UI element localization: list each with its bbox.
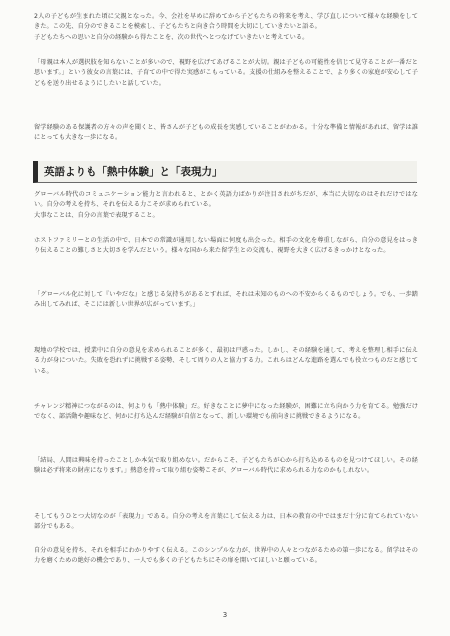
- paragraph-9: 「結局、人間は興味を持ったことしか本気で取り組めない。だからこそ、子どもたちが心から打ち込めるものを見つけてほしい。その経験は必ず将来の財産になります。」熱意を持って取り組む姿勢こそが、グローバル時代に求められる力なのかもしれない。: [34, 457, 418, 475]
- paragraph-8: チャレンジ精神につながるのは、何よりも「熱中体験」だ。好きなことに夢中になった経験が、困難に立ち向かう力を育てる。勉強だけでなく、部活動や趣味など、何かに打ち込んだ経験が自信となって、新しい環境でも前向きに挑戦できるようになる。: [34, 403, 418, 421]
- paragraph-2: 「母親は本人が選択肢を知らないことが多いので、視野を広げてあげることが大切。親は子どもの可能性を信じて見守ることが一番だと思います。」という彼女の言葉には、子育ての中で得た実感がこもっている。支援の仕組みを整えることで、より多くの家庭が安心して子どもを送り出せるようにしたいと話していた。: [34, 59, 418, 87]
- paragraph-3: 留学経験のある保護者の方々の声を聞くと、皆さんが子どもの成長を実感していることがわかる。十分な準備と情報があれば、留学は誰にとっても大きな一歩になる。: [34, 124, 418, 142]
- paragraph-11: 自分の意見を持ち、それを相手にわかりやすく伝える。このシンプルな力が、世界中の人々とつながるための第一歩になる。留学はその力を磨くための絶好の機会であり、一人でも多くの子どもたちにその扉を開いてほしいと願っている。: [34, 547, 418, 565]
- paragraph-10: そしてもうひとつ大切なのが「表現力」である。自分の考えを言葉にして伝える力は、日本の教育の中ではまだ十分に育てられていない部分でもある。: [34, 513, 418, 531]
- paragraph-4: グローバル時代のコミュニケーション能力と言われると、とかく英語力ばかりが注目されがちだが、本当に大切なのはそれだけではない。自分の考えを持ち、それを伝える力こそが求められている。 大事なことは、自分の言葉で表現すること。: [34, 191, 418, 219]
- paragraph-7: 現地の学校では、授業中に自分の意見を求められることが多く、最初は戸惑った。しかし、その経験を通して、考えを整理し相手に伝える力が身についた。失敗を恐れずに挑戦する姿勢、そして周りの人と協力する力。これらはどんな進路を選んでも役立つものだと感じている。: [34, 347, 418, 375]
- paragraph-6: 「グローバル化に対して『いやだな』と感じる気持ちがあるとすれば、それは未知のものへの不安からくるものでしょう。でも、一歩踏み出してみれば、そこには新しい世界が広がっています。」: [34, 291, 418, 309]
- paragraph-1: 2人の子どもが生まれた頃に父親となった。今、会社を早めに辞めてから子どもたちの将来を考え、学び直しについて様々な経験をしてきた。この先、自分のできることを模索し、子どもたちと向き合う時間を大切にしていきたいと語る。 子どもたちへの思いと自分の経験から得たことを、次の世代へとつなげていきたいと考えている。: [34, 13, 418, 41]
- paragraph-5: ホストファミリーとの生活の中で、日本での常識が通用しない場面に何度も出会った。相手の文化を尊重しながら、自分の意見をはっきり伝えることの難しさと大切さを学んだという。様々な国から来た留学生との交流も、視野を大きく広げるきっかけとなった。: [34, 237, 418, 255]
- page-number: 3: [222, 611, 228, 619]
- section-heading: 英語よりも「熱中体験」と「表現力」: [44, 166, 223, 178]
